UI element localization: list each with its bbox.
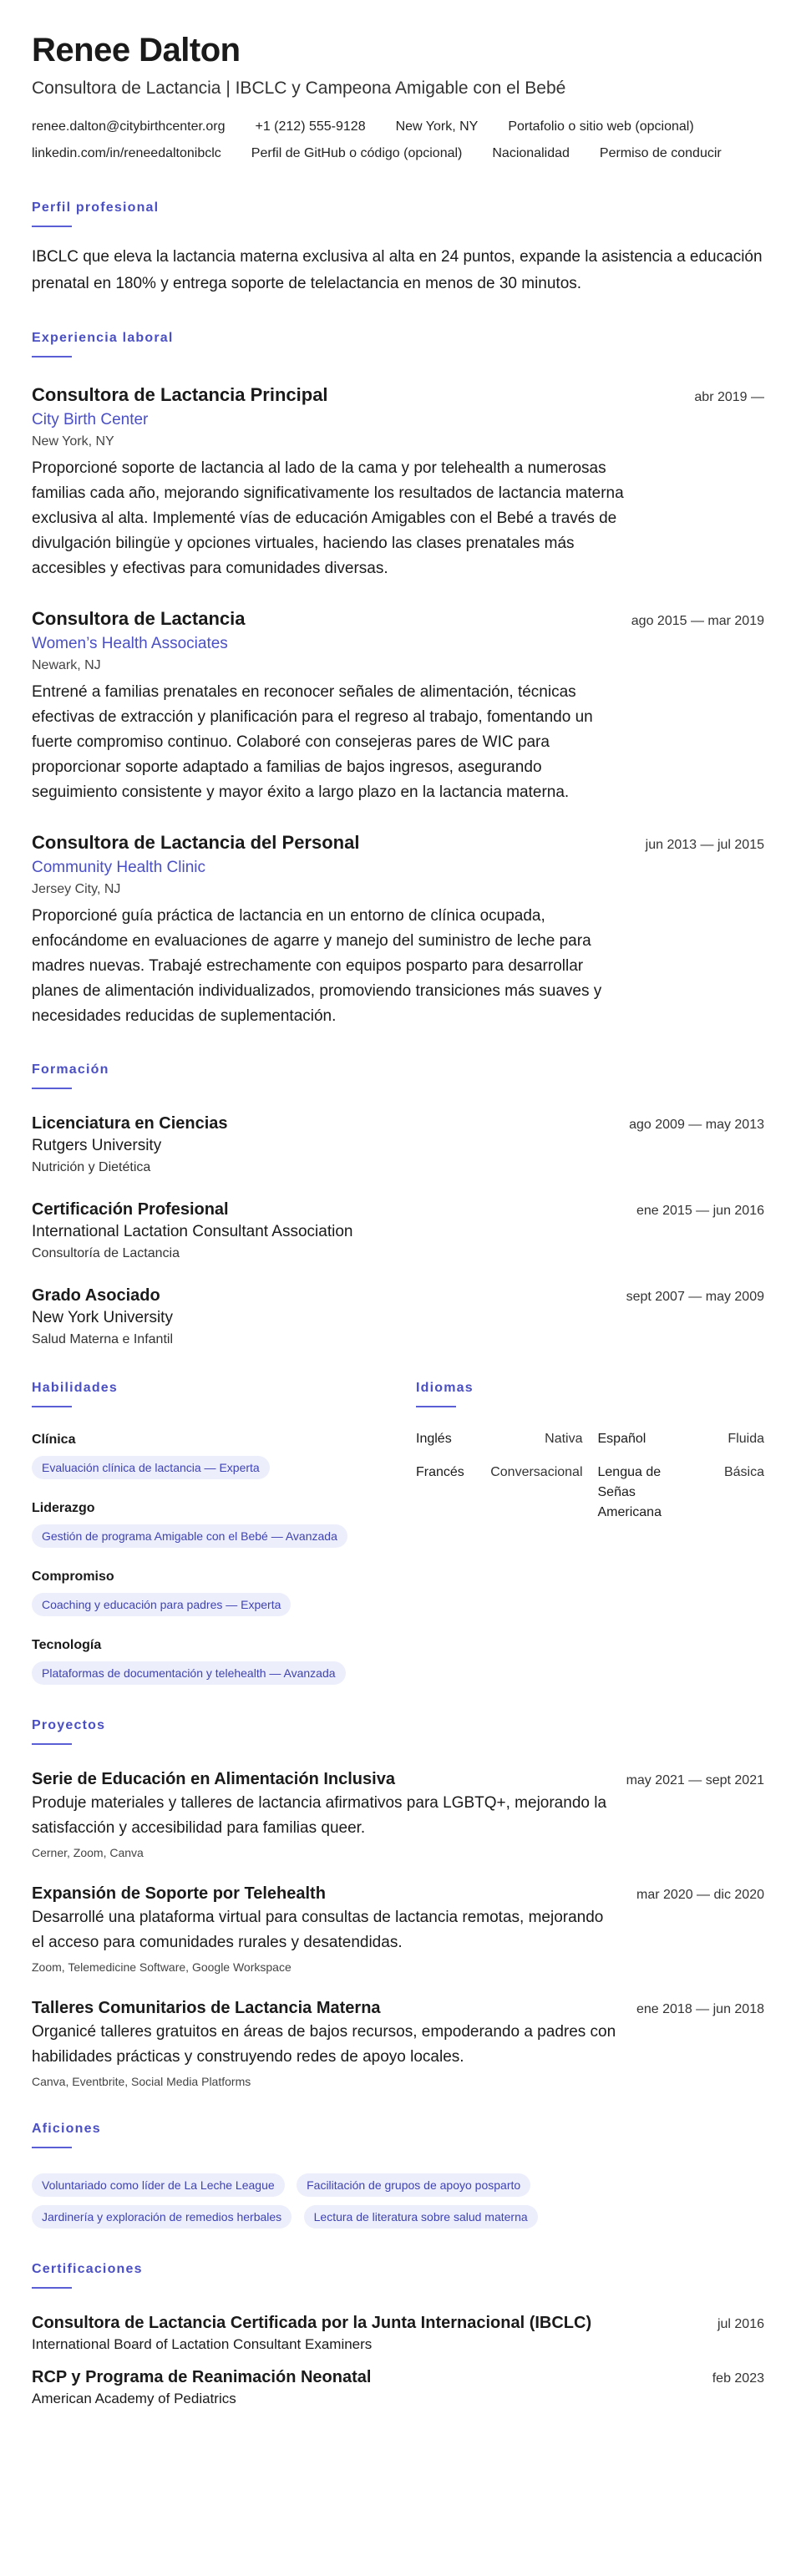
- language-level: Fluida: [728, 1432, 764, 1446]
- contact-website: Portafolio o sitio web (opcional): [508, 119, 694, 134]
- certifications-section: [32, 2262, 764, 2407]
- project-tools: Zoom, Telemedicine Software, Google Workspace: [32, 1960, 292, 1974]
- language-item: [416, 1463, 583, 1523]
- project-description: Desarrollé una plataforma virtual para consultas de lactancia remotas, mejorando el acceso para comunidades rurales y desatendidas.: [32, 1909, 604, 1951]
- hobby-pill: Lectura de literatura sobre salud materna: [304, 2205, 538, 2229]
- person-name: Renee Dalton: [32, 32, 241, 68]
- skill-category: Tecnología: [32, 1638, 102, 1652]
- job-location: Jersey City, NJ: [32, 882, 121, 896]
- section-heading: Aficiones: [32, 2122, 101, 2136]
- project-entry: [32, 1884, 764, 1974]
- contact-location: New York, NY: [395, 119, 479, 134]
- education-school: Rutgers University: [32, 1137, 162, 1154]
- job-organization: Women’s Health Associates: [32, 635, 228, 652]
- job-title: Consultora de Lactancia del Personal: [32, 832, 360, 853]
- project-dates: mar 2020 — dic 2020: [636, 1888, 764, 1902]
- skill-category: Liderazgo: [32, 1501, 95, 1515]
- job-title: Consultora de Lactancia: [32, 608, 246, 629]
- languages-section: [416, 1381, 764, 1685]
- job-location: New York, NY: [32, 434, 114, 449]
- language-item: [416, 1429, 583, 1449]
- language-grid: [416, 1429, 764, 1536]
- language-item: [598, 1429, 765, 1449]
- section-divider: [32, 2147, 72, 2148]
- job-location: Newark, NJ: [32, 658, 101, 672]
- job-entry: [32, 832, 764, 1029]
- job-organization: City Birth Center: [32, 411, 149, 428]
- certification-date: feb 2023: [712, 2371, 764, 2386]
- certification-name: Consultora de Lactancia Certificada por la Junta Internacional (IBCLC): [32, 2314, 592, 2332]
- certification-issuer: American Academy of Pediatrics: [32, 2391, 236, 2406]
- language-item: [598, 1463, 765, 1523]
- section-heading: Formación: [32, 1062, 109, 1077]
- project-description: Organicé talleres gratuitos en áreas de bajos recursos, empoderando a padres con habilidades prácticas y construyendo redes de apoyo locales.: [32, 2023, 616, 2066]
- section-heading: Habilidades: [32, 1381, 119, 1395]
- language-level: Nativa: [545, 1432, 583, 1446]
- projects-section: [32, 1718, 764, 2088]
- hobby-pill: Facilitación de grupos de apoyo posparto: [297, 2173, 530, 2197]
- education-entry: [32, 1286, 764, 1347]
- hobby-pill: Voluntariado como líder de La Leche League: [32, 2173, 285, 2197]
- education-entry: [32, 1200, 764, 1261]
- contact-nationality: Nacionalidad: [492, 146, 570, 160]
- skill-category: Clínica: [32, 1433, 76, 1447]
- job-description: Proporcioné soporte de lactancia al lado de la cama y por telehealth a numerosas familias cada año, mejorando significativamente los resultados de lactancia materna exclusiva al alta. Implementé vías de educación Amigables con el Bebé a través de divulgación bilingüe y opciones virtuales, haciendo las clases prenatales más accesibles y efectivas para comunidades diversas.: [32, 459, 624, 577]
- education-dates: sept 2007 — may 2009: [626, 1290, 764, 1304]
- job-description: Entrené a familias prenatales en reconocer señales de alimentación, técnicas efectivas de extracción y planificación para el regreso al trabajo, fomentando un fuerte compromiso continuo. Colaboré con consejeras pares de WIC para proporcionar soporte adaptado a familias de bajos ingresos, asegurando seguimiento consistente y mayor éxito a largo plazo en la lactancia materna.: [32, 683, 593, 801]
- certification-date: jul 2016: [717, 2317, 764, 2331]
- section-heading: Proyectos: [32, 1718, 106, 1732]
- person-title: Consultora de Lactancia | IBCLC y Campeona Amigable con el Bebé: [32, 79, 566, 98]
- education-section: [32, 1062, 764, 1347]
- job-dates: jun 2013 — jul 2015: [645, 838, 764, 852]
- job-dates: abr 2019 —: [694, 390, 764, 404]
- section-heading: Experiencia laboral: [32, 331, 174, 345]
- education-school: International Lactation Consultant Association: [32, 1223, 353, 1240]
- hobby-pill: Jardinería y exploración de remedios herbales: [32, 2205, 292, 2229]
- language-level: Básica: [723, 1465, 764, 1479]
- job-title: Consultora de Lactancia Principal: [32, 384, 328, 405]
- certification-entry: [32, 2314, 764, 2353]
- education-entry: [32, 1114, 764, 1175]
- contact-linkedin[interactable]: linkedin.com/in/reneedaltonibclc: [32, 146, 221, 160]
- skill-pill: Gestión de programa Amigable con el Bebé — Avanzada: [32, 1524, 347, 1548]
- section-divider: [32, 1406, 72, 1407]
- section-heading: Idiomas: [416, 1381, 474, 1395]
- education-field: Consultoría de Lactancia: [32, 1246, 180, 1260]
- job-entry: [32, 608, 764, 805]
- language-name: Español: [597, 1432, 646, 1446]
- experience-section: [32, 331, 764, 1029]
- section-divider: [32, 1088, 72, 1089]
- skills-languages-row: [32, 1381, 764, 1685]
- project-entry: [32, 1770, 764, 1859]
- skill-category: Compromiso: [32, 1569, 114, 1584]
- job-description: Proporcioné guía práctica de lactancia en un entorno de clínica ocupada, enfocándome en evaluaciones de agarre y manejo del suministro de leche para madres nuevas. Trabajé estrechamente con equipos posparto para desarrollar planes de alimentación individualizados, promoviendo transiciones más suaves y necesidades reducidas de suplementación.: [32, 907, 602, 1025]
- project-tools: Canva, Eventbrite, Social Media Platforms: [32, 2075, 251, 2088]
- hobbies-section: [32, 2122, 764, 2229]
- certification-name: RCP y Programa de Reanimación Neonatal: [32, 2368, 372, 2386]
- section-divider: [32, 2287, 72, 2289]
- project-description: Produje materiales y talleres de lactancia afirmativos para LGBTQ+, mejorando la satisfacción y accesibilidad para familias queer.: [32, 1794, 607, 1837]
- contact-license: Permiso de conducir: [599, 146, 722, 160]
- project-dates: may 2021 — sept 2021: [626, 1773, 764, 1787]
- project-tools: Cerner, Zoom, Canva: [32, 1846, 144, 1859]
- section-heading: Certificaciones: [32, 2262, 143, 2276]
- job-entry: [32, 384, 764, 581]
- education-dates: ene 2015 — jun 2016: [636, 1204, 764, 1218]
- education-school: New York University: [32, 1309, 173, 1326]
- contact-email[interactable]: renee.dalton@citybirthcenter.org: [32, 119, 226, 134]
- resume-header: [32, 30, 764, 167]
- hobby-list: [32, 2165, 616, 2229]
- education-degree: Licenciatura en Ciencias: [32, 1114, 228, 1133]
- project-dates: ene 2018 — jun 2018: [636, 2002, 764, 2016]
- summary-text: IBCLC que eleva la lactancia materna exclusiva al alta en 24 puntos, expande la asistencia a educación prenatal en 180% y entrega soporte de telelactancia en menos de 30 minutos.: [32, 248, 763, 292]
- education-degree: Grado Asociado: [32, 1286, 160, 1305]
- education-field: Salud Materna e Infantil: [32, 1332, 173, 1346]
- section-divider: [32, 226, 72, 227]
- summary-section: [32, 200, 764, 297]
- project-title: Serie de Educación en Alimentación Inclusiva: [32, 1770, 395, 1788]
- language-name: Francés: [416, 1465, 464, 1479]
- education-field: Nutrición y Dietética: [32, 1160, 151, 1174]
- section-divider: [416, 1406, 456, 1407]
- contact-phone: +1 (212) 555-9128: [255, 119, 366, 134]
- section-divider: [32, 356, 72, 357]
- education-dates: ago 2009 — may 2013: [629, 1118, 764, 1132]
- certification-issuer: International Board of Lactation Consultant Examiners: [32, 2336, 373, 2352]
- language-name: Inglés: [416, 1432, 452, 1446]
- section-heading: Perfil profesional: [32, 200, 160, 215]
- skill-pill: Plataformas de documentación y telehealth — Avanzada: [32, 1661, 346, 1685]
- certification-entry: [32, 2368, 764, 2407]
- contact-list: [32, 114, 764, 167]
- project-entry: [32, 1999, 764, 2088]
- job-organization: Community Health Clinic: [32, 859, 206, 876]
- language-level: Conversacional: [490, 1465, 583, 1479]
- project-title: Expansión de Soporte por Telehealth: [32, 1884, 326, 1903]
- skills-section: [32, 1381, 416, 1685]
- section-divider: [32, 1743, 72, 1745]
- project-title: Talleres Comunitarios de Lactancia Materna: [32, 1999, 381, 2017]
- job-dates: ago 2015 — mar 2019: [631, 614, 764, 628]
- skill-pill: Evaluación clínica de lactancia — Experta: [32, 1456, 270, 1479]
- contact-github: Perfil de GitHub o código (opcional): [251, 146, 463, 160]
- skill-pill: Coaching y educación para padres — Experta: [32, 1593, 291, 1616]
- education-degree: Certificación Profesional: [32, 1200, 229, 1219]
- language-name: Lengua de Señas Americana: [597, 1465, 662, 1519]
